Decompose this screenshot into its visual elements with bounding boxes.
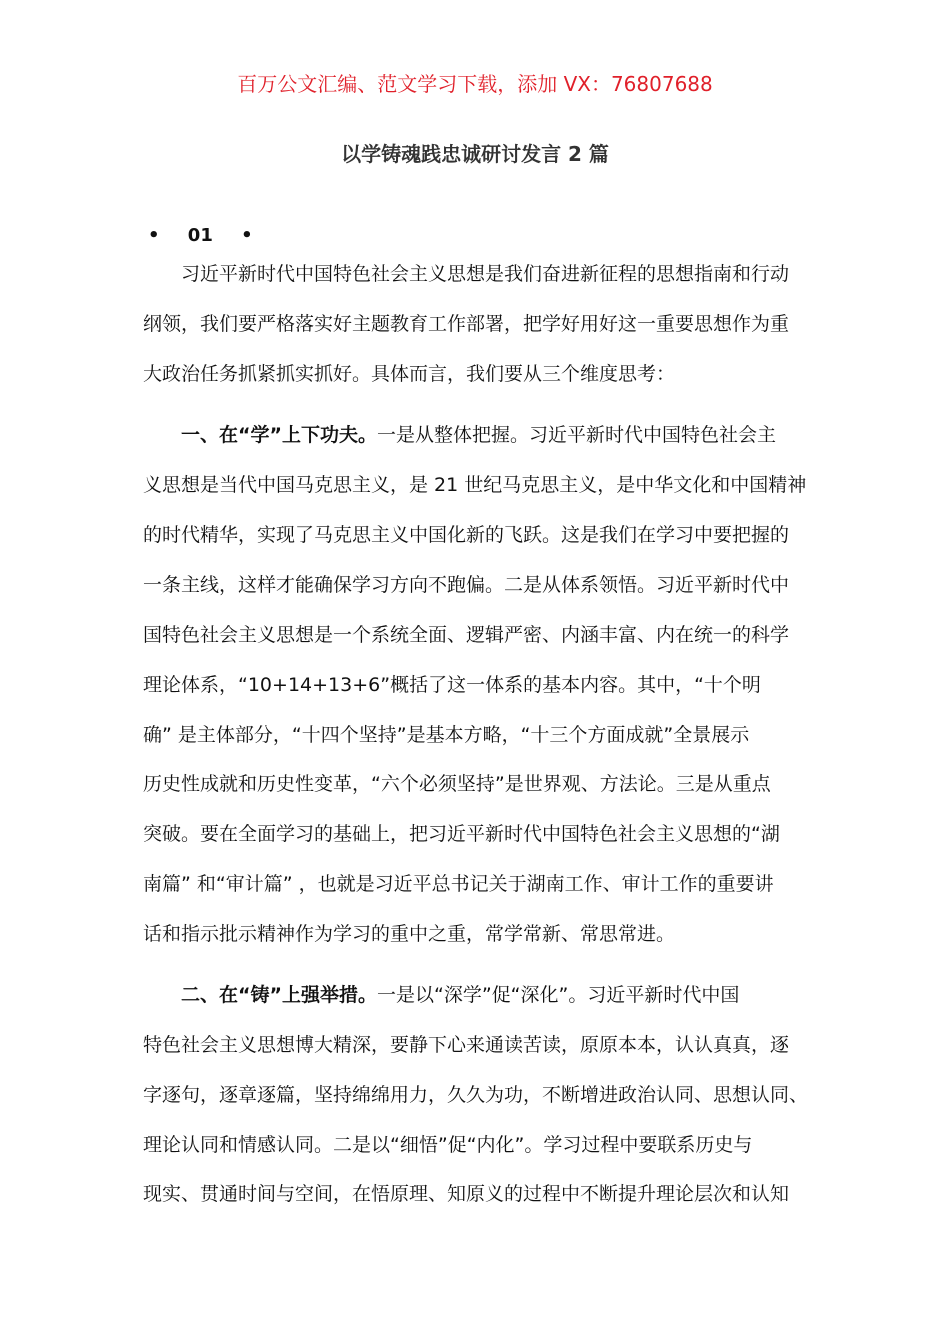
text-line: [143, 312, 789, 336]
text-line: [143, 1033, 789, 1057]
document-title: 以学铸魂践忠诚研讨发言 2 篇: [341, 142, 609, 166]
line-text: 理论体系，“10+14+13+6”概括了这一体系的基本内容。其中，“十个明: [143, 673, 761, 696]
text-line: [181, 423, 776, 447]
text-line: [143, 1182, 789, 1206]
text-line: [181, 262, 789, 286]
line-text: 纲领，我们要严格落实好主题教育工作部署，把学好用好这一重要思想作为重: [143, 313, 790, 335]
line-text: 突破。要在全面学习的基础上，把习近平新时代中国特色社会主义思想的“湖: [143, 823, 780, 846]
text-line: [143, 673, 761, 697]
line-text: 一条主线，这样才能确保学习方向不跑偏。二是从体系领悟。习近平新时代中: [143, 573, 790, 596]
text-line: [143, 523, 789, 547]
line-text: 南篇” 和“审计篇” ，也就是习近平总书记关于湖南工作、审计工作的重要讲: [143, 873, 774, 896]
line-text: 一是以“深学”促“深化”。习近平新时代中国: [376, 984, 740, 1006]
section-marker: [148, 225, 253, 246]
line-text: 大政治任务抓紧抓实抓好。具体而言，我们要从三个维度思考：: [143, 363, 676, 385]
promo-header: 百万公文汇编、范文学习下载，添加 VX：76807688: [237, 72, 713, 96]
text-line: [143, 362, 675, 386]
line-text: 确” 是主体部分，“十四个坚持”是基本方略，“十三个方面成就”全景展示: [143, 723, 750, 746]
text-line: [143, 1133, 752, 1157]
text-line: [143, 872, 774, 896]
line-text: 话和指示批示精神作为学习的重中之重，常学常新、常思常进。: [143, 923, 676, 946]
text-line: [143, 573, 789, 597]
text-line: [143, 822, 780, 846]
line-text: 义思想是当代中国马克思主义，是 21 世纪马克思主义，是中华文化和中国精神: [143, 474, 807, 496]
line-text: 字逐句，逐章逐篇，坚持绵绵用力，久久为功，不断增进政治认同、思想认同、: [143, 1083, 809, 1106]
line-text: 习近平新时代中国特色社会主义思想是我们奋进新征程的思想指南和行动: [181, 263, 790, 285]
line-text: 国特色社会主义思想是一个系统全面、逻辑严密、内涵丰富、内在统一的科学: [143, 623, 790, 646]
text-line: [143, 772, 771, 796]
text-line: [143, 922, 675, 946]
line-text: 现实、贯通时间与空间，在悟原理、知原义的过程中不断提升理论层次和认知: [143, 1183, 790, 1206]
line-text: 理论认同和情感认同。二是以“细悟”促“内化”。学习过程中要联系历史与: [143, 1133, 753, 1156]
paragraph-heading: 一、在“学”上下功夫。: [181, 424, 377, 446]
line-text: 历史性成就和历史性变革，“六个必须坚持”是世界观、方法论。三是从重点: [143, 773, 771, 796]
paragraph-heading: 二、在“铸”上强举措。: [181, 984, 377, 1006]
bullet-right: •: [241, 225, 253, 246]
text-line: [143, 623, 789, 647]
text-line: [181, 983, 739, 1007]
bullet-left: •: [148, 225, 160, 246]
line-text: 的时代精华，实现了马克思主义中国化新的飞跃。这是我们在学习中要把握的: [143, 523, 790, 546]
line-text: 特色社会主义思想博大精深，要静下心来通读苦读，原原本本，认认真真，逐: [143, 1034, 790, 1056]
line-text: 一是从整体把握。习近平新时代中国特色社会主: [376, 424, 776, 446]
text-line: [143, 723, 749, 747]
text-line: [143, 473, 806, 497]
section-number: 01: [187, 225, 213, 246]
text-line: [143, 1083, 808, 1107]
